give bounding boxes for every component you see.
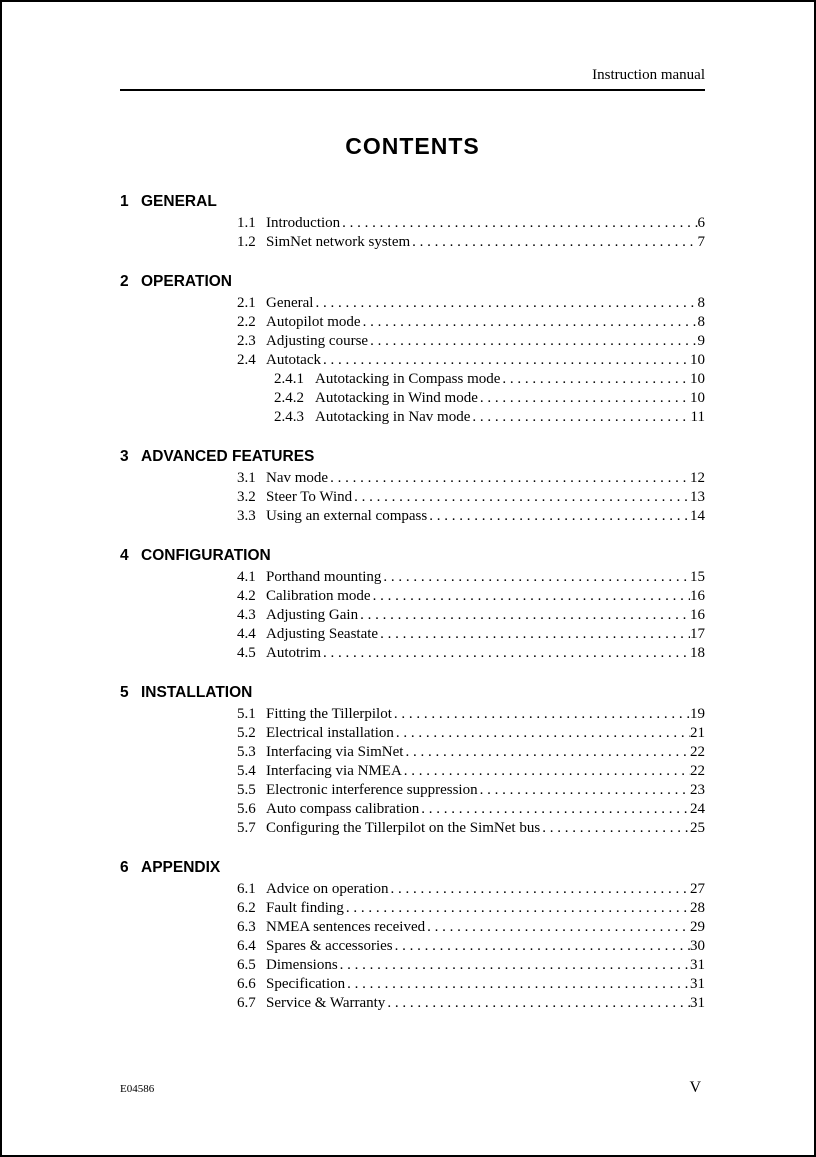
- document-code: E04586: [120, 1083, 155, 1095]
- toc-entry-number: 6.6: [237, 976, 256, 992]
- toc-entry-label: Configuring the Tillerpilot on the SimNet bus: [266, 820, 541, 836]
- toc-entry-number: 5.6: [237, 801, 256, 817]
- toc-entry-label: Introduction: [266, 215, 341, 231]
- toc-entry-page: 8: [697, 295, 705, 311]
- dot-leader: [396, 724, 690, 743]
- section-heading: [120, 858, 705, 877]
- dot-leader: [395, 937, 690, 956]
- dot-leader: [373, 587, 690, 606]
- section-entries: [120, 568, 705, 663]
- toc-entry-label: NMEA sentences received: [266, 919, 426, 935]
- toc-entry-page: 11: [690, 409, 705, 425]
- toc-entry-number: 5.2: [237, 725, 256, 741]
- dot-leader: [315, 294, 697, 313]
- toc-entry[interactable]: [237, 956, 705, 975]
- toc-entry-page: 13: [690, 489, 705, 505]
- toc-entry-page: 28: [690, 900, 705, 916]
- toc-entry-page: 21: [690, 725, 705, 741]
- toc-entry-number: 6.3: [237, 919, 256, 935]
- toc-entry-number: 5.4: [237, 763, 256, 779]
- table-of-contents: [120, 192, 705, 1013]
- toc-entry-label: Autopilot mode: [266, 314, 361, 330]
- toc-entry-page: 27: [690, 881, 705, 897]
- toc-entry[interactable]: [237, 743, 705, 762]
- toc-entry[interactable]: [237, 313, 705, 332]
- dot-leader: [354, 488, 690, 507]
- toc-entry[interactable]: [237, 389, 705, 408]
- toc-section: [120, 447, 705, 526]
- toc-entry-page: 29: [690, 919, 705, 935]
- toc-entry-label: Electronic interference suppression: [266, 782, 478, 798]
- dot-leader: [330, 469, 690, 488]
- header-running-title: Instruction manual: [592, 67, 705, 83]
- toc-entry-page: 10: [690, 390, 705, 406]
- toc-entry-label: General: [266, 295, 314, 311]
- dot-leader: [360, 606, 690, 625]
- section-heading: [120, 546, 705, 565]
- toc-entry-number: 4.4: [237, 626, 256, 642]
- toc-entry[interactable]: [237, 587, 705, 606]
- dot-leader: [427, 918, 690, 937]
- toc-entry-page: 10: [690, 352, 705, 368]
- toc-entry-number: 4.5: [237, 645, 256, 661]
- toc-entry-label: Specification: [266, 976, 346, 992]
- dot-leader: [502, 370, 690, 389]
- toc-entry-page: 31: [690, 957, 705, 973]
- toc-entry-label: SimNet network system: [266, 234, 411, 250]
- dot-leader: [394, 705, 690, 724]
- dot-leader: [383, 568, 690, 587]
- toc-entry-label: Using an external compass: [266, 508, 428, 524]
- section-title: APPENDIX: [141, 859, 221, 876]
- toc-entry[interactable]: [237, 625, 705, 644]
- toc-entry-label: Advice on operation: [266, 881, 389, 897]
- section-entries: [120, 469, 705, 526]
- toc-entry-number: 2.4.3: [274, 409, 304, 425]
- dot-leader: [480, 781, 690, 800]
- dot-leader: [404, 762, 690, 781]
- toc-entry-page: 25: [690, 820, 705, 836]
- toc-entry-label: Dimensions: [266, 957, 338, 973]
- toc-entry-number: 6.1: [237, 881, 256, 897]
- toc-entry[interactable]: [237, 332, 705, 351]
- toc-entry-label: Nav mode: [266, 470, 329, 486]
- toc-entry-page: 15: [690, 569, 705, 585]
- toc-entry-number: 2.2: [237, 314, 256, 330]
- toc-entry-number: 5.3: [237, 744, 256, 760]
- toc-entry[interactable]: [237, 644, 705, 663]
- toc-entry-page: 31: [690, 995, 705, 1011]
- header-rule: [120, 89, 705, 91]
- toc-entry-page: 23: [690, 782, 705, 798]
- toc-entry-page: 7: [697, 234, 705, 250]
- toc-entry[interactable]: [237, 762, 705, 781]
- toc-entry-number: 2.1: [237, 295, 256, 311]
- toc-entry-label: Adjusting Gain: [266, 607, 359, 623]
- section-number: 5: [120, 684, 129, 701]
- section-title: INSTALLATION: [141, 684, 253, 701]
- dot-leader: [342, 214, 697, 233]
- toc-entry-label: Autotrim: [266, 645, 321, 661]
- toc-entry-label: Autotacking in Wind mode: [315, 390, 478, 406]
- toc-entry-number: 6.4: [237, 938, 256, 954]
- toc-entry[interactable]: [237, 994, 705, 1013]
- toc-entry-page: 12: [690, 470, 705, 486]
- section-title: ADVANCED FEATURES: [141, 448, 315, 465]
- toc-entry[interactable]: [237, 294, 705, 313]
- toc-entry-number: 6.2: [237, 900, 256, 916]
- section-heading: [120, 272, 705, 291]
- section-heading: [120, 683, 705, 702]
- page-footer: [120, 1079, 701, 1097]
- toc-section: [120, 683, 705, 838]
- toc-entry[interactable]: [237, 975, 705, 994]
- toc-entry-label: Adjusting course: [266, 333, 369, 349]
- toc-entry-label: Interfacing via NMEA: [266, 763, 402, 779]
- toc-entry-label: Interfacing via SimNet: [266, 744, 404, 760]
- toc-entry-page: 14: [690, 508, 705, 524]
- dot-leader: [421, 800, 690, 819]
- toc-entry-page: 22: [690, 763, 705, 779]
- toc-entry-label: Autotacking in Nav mode: [315, 409, 471, 425]
- toc-entry-page: 22: [690, 744, 705, 760]
- toc-entry[interactable]: [237, 705, 705, 724]
- toc-section: [120, 272, 705, 427]
- toc-entry-label: Fitting the Tillerpilot: [266, 706, 392, 722]
- page-header: [120, 2, 705, 91]
- dot-leader: [323, 644, 690, 663]
- toc-section: [120, 192, 705, 252]
- toc-entry-number: 6.7: [237, 995, 256, 1011]
- toc-entry-label: Fault finding: [266, 900, 344, 916]
- section-title: OPERATION: [141, 273, 232, 290]
- toc-section: [120, 546, 705, 663]
- toc-section: [120, 858, 705, 1013]
- dot-leader: [542, 819, 690, 838]
- section-number: 3: [120, 448, 129, 465]
- dot-leader: [370, 332, 697, 351]
- section-number: 2: [120, 273, 129, 290]
- toc-entry-number: 2.4.2: [274, 390, 304, 406]
- dot-leader: [412, 233, 697, 252]
- toc-entry[interactable]: [237, 469, 705, 488]
- toc-entry-number: 4.2: [237, 588, 256, 604]
- dot-leader: [346, 899, 690, 918]
- toc-entry-number: 5.5: [237, 782, 256, 798]
- toc-entry-number: 3.1: [237, 470, 256, 486]
- toc-entry-page: 16: [690, 607, 705, 623]
- section-number: 4: [120, 547, 129, 564]
- toc-entry-page: 10: [690, 371, 705, 387]
- toc-entry-label: Auto compass calibration: [266, 801, 420, 817]
- toc-entry-label: Autotack: [266, 352, 321, 368]
- toc-entry-number: 2.3: [237, 333, 256, 349]
- page-number: V: [689, 1079, 701, 1096]
- toc-entry[interactable]: [237, 724, 705, 743]
- dot-leader: [380, 625, 690, 644]
- toc-entry[interactable]: [237, 370, 705, 389]
- toc-entry-label: Spares & accessories: [266, 938, 393, 954]
- dot-leader: [405, 743, 690, 762]
- dot-leader: [472, 408, 690, 427]
- section-heading: [120, 447, 705, 466]
- dot-leader: [429, 507, 690, 526]
- toc-entry[interactable]: [237, 880, 705, 899]
- toc-entry-label: Electrical installation: [266, 725, 394, 741]
- section-entries: [120, 214, 705, 252]
- toc-entry-number: 3.3: [237, 508, 256, 524]
- dot-leader: [480, 389, 690, 408]
- toc-entry-number: 4.3: [237, 607, 256, 623]
- toc-entry-number: 6.5: [237, 957, 256, 973]
- toc-entry[interactable]: [237, 568, 705, 587]
- toc-entry-number: 5.1: [237, 706, 256, 722]
- toc-entry-page: 9: [697, 333, 705, 349]
- section-entries: [120, 294, 705, 427]
- dot-leader: [387, 994, 690, 1013]
- toc-entry-label: Service & Warranty: [266, 995, 386, 1011]
- toc-entry-page: 8: [697, 314, 705, 330]
- section-title: GENERAL: [141, 193, 217, 210]
- toc-entry-number: 2.4.1: [274, 371, 304, 387]
- toc-entry-number: 4.1: [237, 569, 256, 585]
- toc-entry[interactable]: [237, 899, 705, 918]
- toc-entry-page: 17: [690, 626, 705, 642]
- toc-entry[interactable]: [237, 819, 705, 838]
- toc-entry-number: 5.7: [237, 820, 256, 836]
- dot-leader: [340, 956, 690, 975]
- dot-leader: [390, 880, 690, 899]
- toc-entry-page: 19: [690, 706, 705, 722]
- toc-entry-page: 31: [690, 976, 705, 992]
- toc-entry-label: Porthand mounting: [266, 569, 382, 585]
- toc-entry-page: 6: [697, 215, 705, 231]
- toc-entry-number: 1.1: [237, 215, 256, 231]
- section-entries: [120, 880, 705, 1013]
- toc-entry-number: 2.4: [237, 352, 256, 368]
- toc-entry[interactable]: [237, 606, 705, 625]
- page-content: [120, 2, 705, 1013]
- toc-entry-page: 18: [690, 645, 705, 661]
- toc-entry-number: 3.2: [237, 489, 256, 505]
- toc-entry[interactable]: [237, 781, 705, 800]
- toc-entry-page: 24: [690, 801, 705, 817]
- toc-entry[interactable]: [237, 918, 705, 937]
- dot-leader: [363, 313, 698, 332]
- toc-entry-label: Steer To Wind: [266, 489, 353, 505]
- toc-entry[interactable]: [237, 488, 705, 507]
- section-entries: [120, 705, 705, 838]
- section-heading: [120, 192, 705, 211]
- toc-entry[interactable]: [237, 408, 705, 427]
- toc-entry[interactable]: [237, 214, 705, 233]
- section-number: 1: [120, 193, 129, 210]
- toc-entry-page: 30: [690, 938, 705, 954]
- toc-entry[interactable]: [237, 937, 705, 956]
- section-title: CONFIGURATION: [141, 547, 271, 564]
- toc-entry[interactable]: [237, 233, 705, 252]
- toc-entry-number: 1.2: [237, 234, 256, 250]
- section-number: 6: [120, 859, 129, 876]
- contents-title: CONTENTS: [345, 133, 480, 159]
- toc-entry-page: 16: [690, 588, 705, 604]
- toc-entry[interactable]: [237, 800, 705, 819]
- toc-entry-label: Autotacking in Compass mode: [315, 371, 501, 387]
- toc-entry[interactable]: [237, 351, 705, 370]
- toc-entry-label: Adjusting Seastate: [266, 626, 379, 642]
- toc-entry-label: Calibration mode: [266, 588, 371, 604]
- dot-leader: [323, 351, 690, 370]
- dot-leader: [347, 975, 690, 994]
- toc-entry[interactable]: [237, 507, 705, 526]
